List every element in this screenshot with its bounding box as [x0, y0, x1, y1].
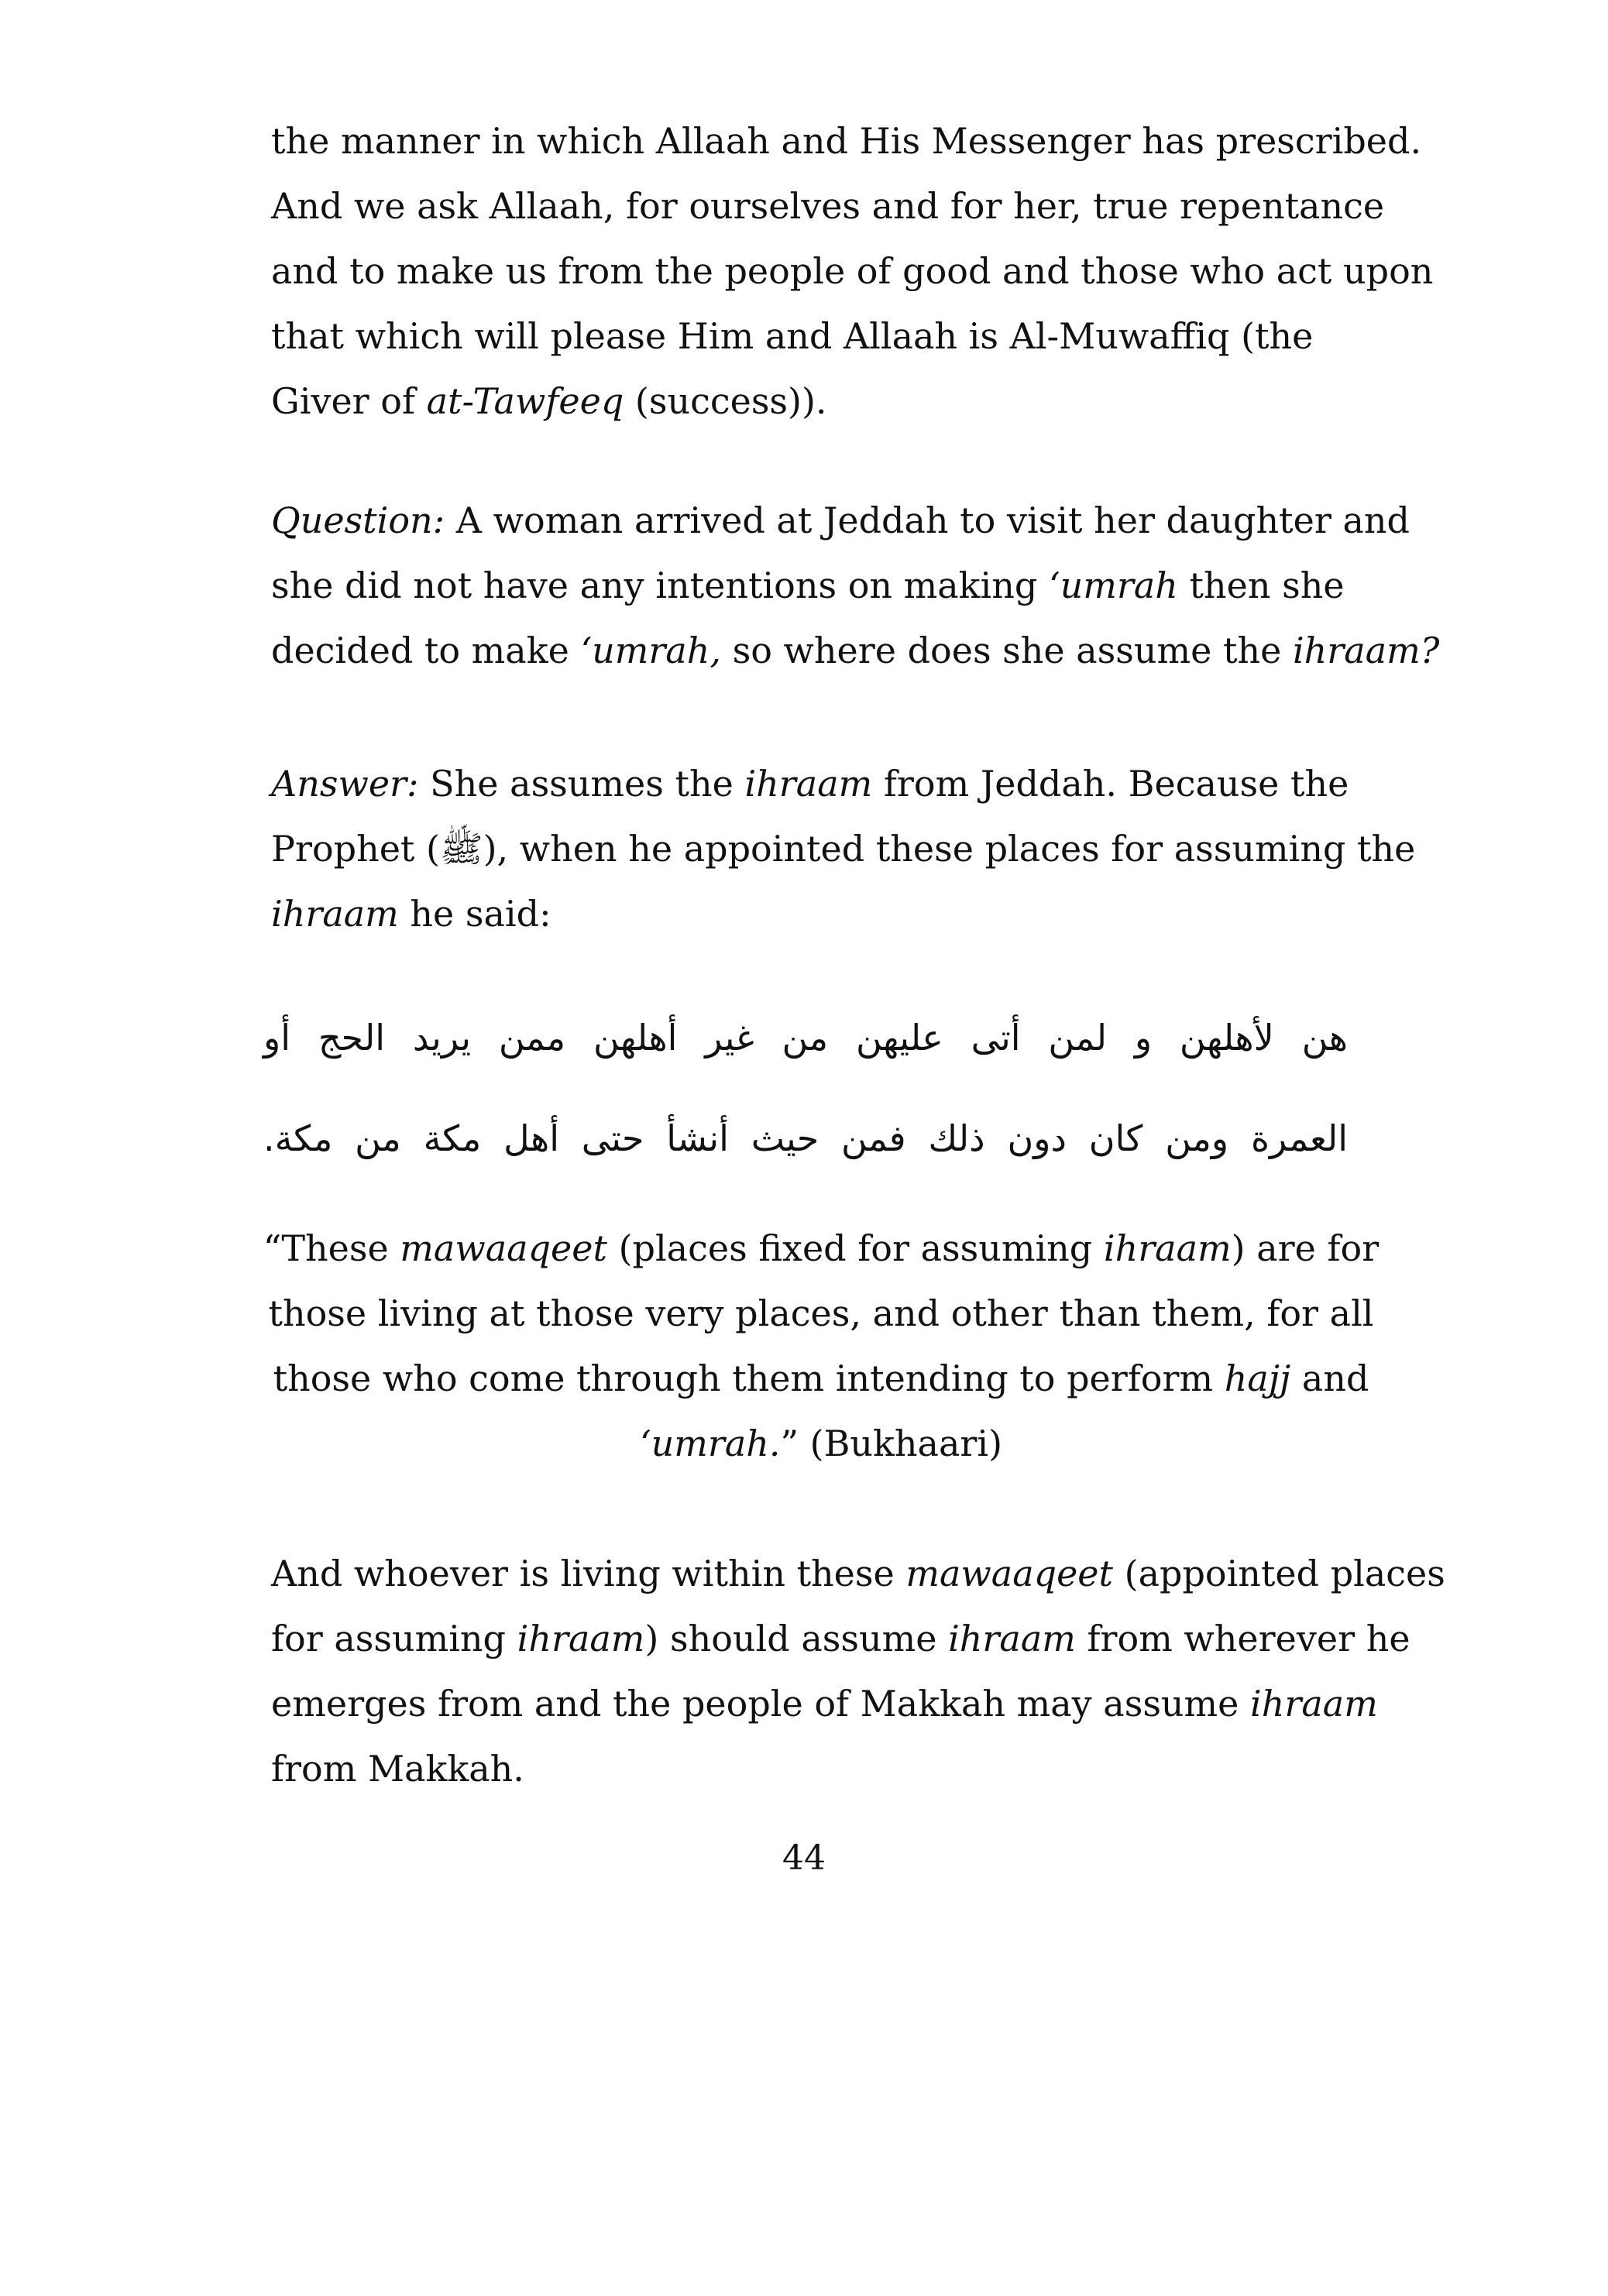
term-tawfeeq: at-Tawfeeq [426, 380, 624, 422]
hadith-arabic-line-1: هن لأهلهن و لمن أتى عليهن من غير أهلهن ممن يريد الحج أو [263, 1017, 1348, 1059]
page-number: 44 [782, 1838, 826, 1878]
text-line: Giver of at-Tawfeeq (success)). [271, 380, 827, 422]
continuation-paragraph [271, 108, 1434, 434]
text-line: ‘umrah.” (Bukhaari) [639, 1423, 1003, 1464]
answer-label: Answer: [271, 763, 419, 805]
text-line: those living at those very places, and other than them, for all [268, 1292, 1374, 1334]
text-line: and to make us from the people of good and those who act upon [271, 250, 1434, 292]
text-line: emerges from and the people of Makkah may assume ihraam [271, 1683, 1378, 1725]
question-paragraph [271, 488, 1440, 683]
answer-paragraph [271, 751, 1416, 946]
text-line: decided to make ‘umrah, so where does she assume the ihraam? [271, 630, 1440, 671]
text-line: “These mawaaqeet (places fixed for assuming ihraam) are for [263, 1227, 1380, 1269]
text-line: the manner in which Allaah and His Messenger has prescribed. [271, 120, 1422, 162]
text-line: she did not have any intentions on making ‘umrah then she [271, 565, 1345, 606]
text-line: those who come through them intending to perform hajj and [273, 1357, 1369, 1399]
text-line: And we ask Allaah, for ourselves and for her, true repentance [271, 185, 1385, 227]
closing-paragraph [271, 1541, 1445, 1801]
text-line: that which will please Him and Allaah is Al-Muwaffiq (the [271, 315, 1314, 357]
text-line: Question: A woman arrived at Jeddah to visit her daughter and [271, 499, 1410, 541]
text-line: Prophet (ﷺ), when he appointed these places for assuming the [271, 828, 1416, 870]
hadith-arabic-line-2: العمرة ومن كان دون ذلك فمن حيث أنشأ حتى أهل مكة من مكة. [263, 1117, 1348, 1159]
text-line: for assuming ihraam) should assume ihraam from wherever he [271, 1618, 1410, 1659]
text-line: ihraam he said: [271, 893, 551, 935]
text-line: from Makkah. [271, 1748, 524, 1790]
question-label: Question: [271, 499, 445, 541]
text-line: And whoever is living within these mawaaqeet (appointed places [271, 1553, 1445, 1594]
hadith-translation [232, 1216, 1410, 1476]
text-line: Answer: She assumes the ihraam from Jeddah. Because the [271, 763, 1349, 805]
